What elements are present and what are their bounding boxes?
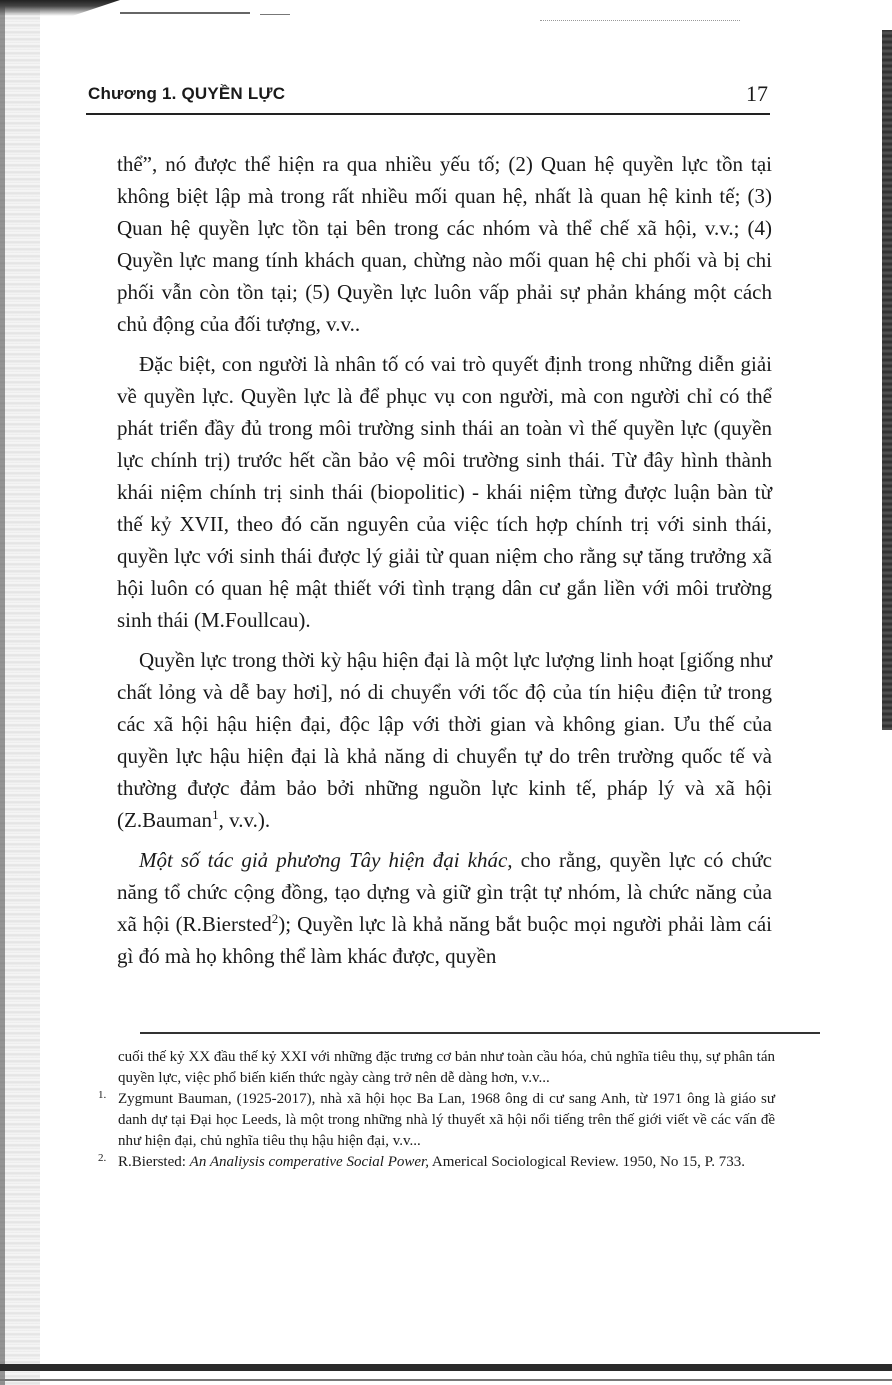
- paragraph-1: thể”, nó được thể hiện ra qua nhiều yếu tố; (2) Quan hệ quyền lực tồn tại không biệt lập mà trong rất nhiều mối quan hệ, nhất là quan hệ kinh tế; (3) Quan hệ quyền lực tồn tại bên trong các nhóm và thể chế xã hội, v.v.; (4) Quyền lực mang tính khách quan, chừng nào mối quan hệ chi phối và bị chi phối vẫn còn tồn tại; (5) Quyền lực luôn vấp phải sự phản kháng một cách chủ động của đối tượng, v.v..: [117, 152, 772, 336]
- paragraph-2: Đặc biệt, con người là nhân tố có vai trò quyết định trong những diễn giải về quyền lực. Quyền lực là để phục vụ con người, mà con người chỉ có thể phát triển đầy đủ trong môi trường sinh thái an toàn vì thế quyền lực (quyền lực chính trị) trước hết cần bảo vệ môi trường sinh thái. Từ đây hình thành khái niệm chính trị sinh thái (biopolitic) - khái niệm từng được luận bàn từ thế kỷ XVII, theo đó căn nguyên của việc tích hợp chính trị với sinh thái, quyền lực với sinh thái được lý giải từ quan niệm cho rằng sự tăng trưởng xã hội luôn có quan hệ mật thiết với tình trạng dân cư gắn liền với môi trường sinh thái (M.Foullcau).: [117, 352, 772, 632]
- footnote-2-title: An Analiysis comperative Social Power,: [189, 1154, 429, 1170]
- scan-top-dots: [540, 20, 740, 21]
- scan-top-line-short: [260, 14, 290, 15]
- scan-left-edge: [0, 0, 5, 1385]
- footnote-ref-2: 2: [271, 911, 279, 926]
- page-header: [88, 81, 768, 110]
- scan-right-margin: [882, 30, 892, 730]
- scan-top-line: [120, 12, 250, 14]
- scan-left-margin: [0, 0, 40, 1385]
- paragraph-3-end: , v.v.).: [218, 808, 271, 832]
- scan-bottom-band: [0, 1364, 892, 1371]
- footnote-1: [98, 1089, 775, 1152]
- footnote-2-mark: 2.: [98, 1152, 107, 1164]
- footnote-1-mark: 1.: [98, 1089, 107, 1101]
- footnote-continuation: cuối thế kỷ XX đầu thế kỷ XXI với những đặc trưng cơ bản như toàn cầu hóa, chủ nghĩa tiêu thụ, sự phân tán quyền lực, việc phổ biến kiến thức ngày càng trở nên dễ dàng hơn, v.v...: [118, 1049, 775, 1086]
- paragraph-3-text: Quyền lực trong thời kỳ hậu hiện đại là một lực lượng linh hoạt [giống như chất lỏng và dễ bay hơi], nó di chuyển với tốc độ của tín hiệu điện tử trong các xã hội hậu hiện đại, độc lập với thời gian và không gian. Ưu thế của quyền lực hậu hiện đại là khả năng di chuyển tự do trên trường quốc tế và thường được đảm bảo bởi những nguồn lực kinh tế, pháp lý và xã hội (Z.Bauman: [117, 648, 772, 832]
- footnotes: [98, 1047, 775, 1173]
- scan-bottom-line: [0, 1379, 892, 1381]
- page-number: 17: [746, 81, 768, 106]
- paragraph-4-italic: Một số tác giả phương Tây hiện đại khác,: [139, 848, 513, 872]
- footnote-1-text: Zygmunt Bauman, (1925-2017), nhà xã hội học Ba Lan, 1968 ông di cư sang Anh, từ 1971 ông là giáo sư danh dự tại Đại học Leeds, là một trong những nhà lý thuyết xã hội nổi tiếng trên thế giới viết về các vấn đề như hiện đại, chủ nghĩa tiêu thụ hậu hiện đại, v.v...: [118, 1091, 775, 1149]
- paragraph-4-end: ); Quyền lực là khả năng bắt buộc mọi người phải làm cái gì đó mà họ không thể làm khác được, quyền: [117, 912, 772, 968]
- chapter-title: Chương 1. QUYỀN LỰC: [88, 84, 286, 103]
- footnote-2-author: R.Biersted:: [118, 1154, 190, 1170]
- paragraph-4-text: cho rằng, quyền lực có chức năng tổ chức cộng đồng, tạo dựng và giữ gìn trật tự nhóm, là chức năng của xã hội (R.Biersted: [117, 848, 772, 936]
- footnote-ref-1: 1: [212, 807, 219, 822]
- header-rule: [86, 113, 770, 115]
- paragraph-4: [117, 844, 772, 972]
- scan-top-corner: [0, 0, 120, 16]
- footnote-rule: [140, 1032, 820, 1034]
- body-text: [117, 148, 772, 972]
- paragraph-3: [117, 644, 772, 836]
- footnote-2: [98, 1152, 775, 1173]
- footnote-2-rest: Americal Sociological Review. 1950, No 15, P. 733.: [428, 1154, 746, 1170]
